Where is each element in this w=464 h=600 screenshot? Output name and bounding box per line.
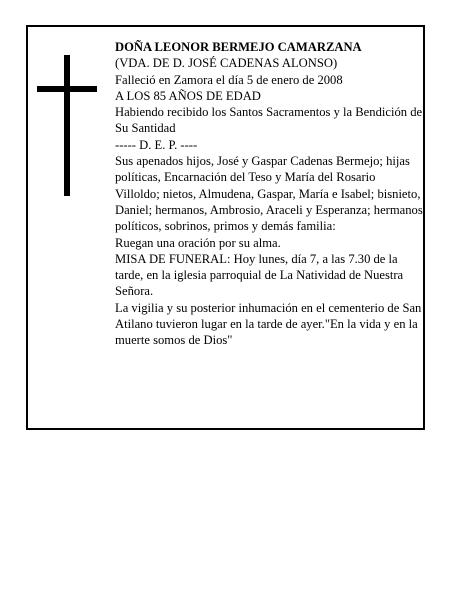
vigil-paragraph: La vigilia y su posterior inhumación en el cementerio de San Atilano tuvieron lugar en la tarde de ayer."En la vida y en la muerte somos de Dios" [115, 300, 422, 348]
cross-vertical-bar [64, 55, 70, 196]
funeral-paragraph: MISA DE FUNERAL: Hoy lunes, día 7, a las 7.30 de la tarde, en la iglesia parroquial de La Natividad de Nuestra Señora. [115, 251, 404, 299]
cross-horizontal-bar [37, 86, 97, 92]
obituary-text [115, 39, 423, 349]
rip-line: ----- D. E. P. ---- [115, 137, 198, 152]
sacraments-paragraph: Habiendo recibido los Santos Sacramentos y la Bendición de Su Santidad [115, 105, 423, 136]
age-line: A LOS 85 AÑOS DE EDAD [115, 88, 261, 103]
deceased-name: DOÑA LEONOR BERMEJO CAMARZANA [115, 40, 362, 54]
death-line: Falleció en Zamora el día 5 de enero de 2008 [115, 72, 343, 87]
family-paragraph: Sus apenados hijos, José y Gaspar Cadenas Bermejo; hijas políticas, Encarnación del Teso y María del Rosario Villoldo; nietos, Almudena, Gaspar, María e Isabel; bisnieto, Daniel; hermanos, Ambrosio, Araceli y Esperanza; hermanos políticos, sobrinos, primos y demás familia: [115, 154, 423, 234]
prayer-line: Ruegan una oración por su alma. [115, 235, 281, 250]
cross-icon [37, 55, 97, 196]
widow-of-line: (VDA. DE D. JOSÉ CADENAS ALONSO) [115, 56, 338, 71]
